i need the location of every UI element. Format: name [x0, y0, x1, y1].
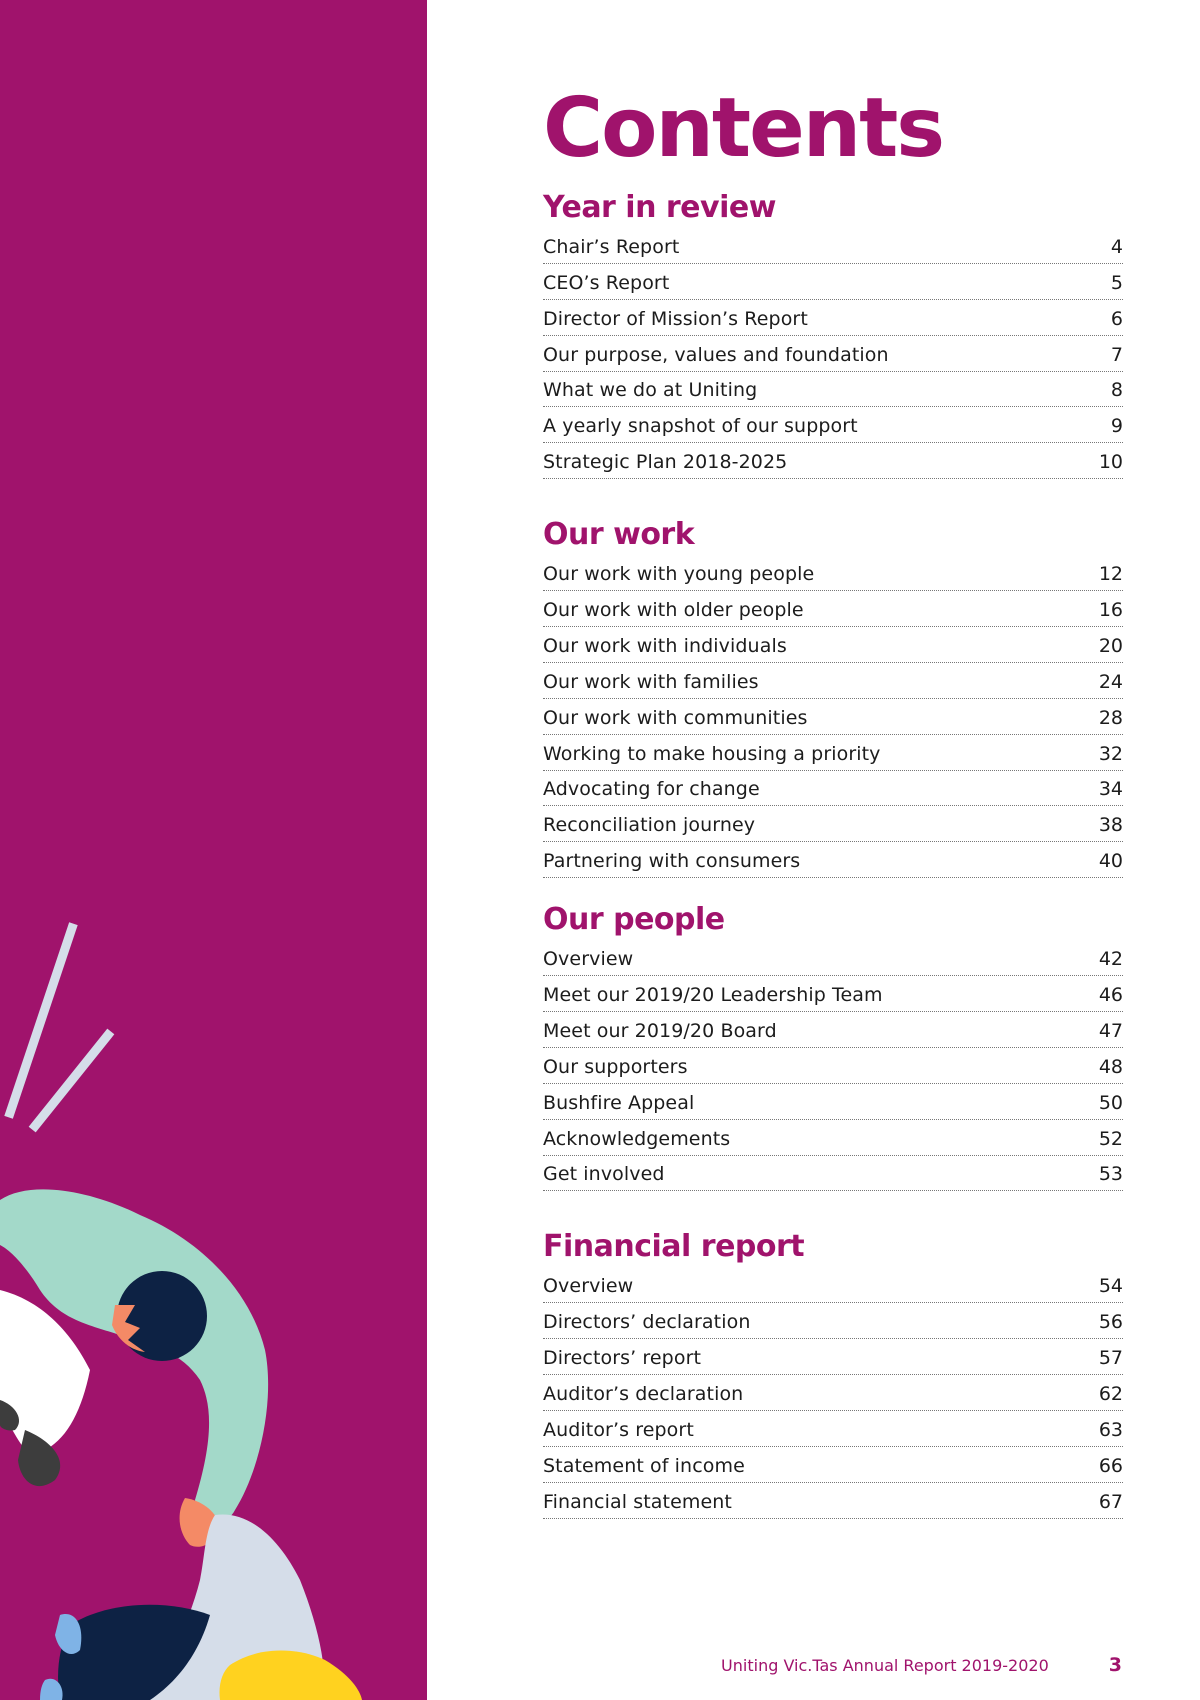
- toc-entry-page: 52: [1098, 1127, 1123, 1150]
- person-head: [117, 1271, 207, 1361]
- toc-entry-title: A yearly snapshot of our support: [543, 415, 858, 438]
- toc-entry-page: 12: [1098, 563, 1123, 586]
- toc-entry[interactable]: [543, 699, 1123, 735]
- toc-entry-page: 5: [1110, 271, 1123, 294]
- toc-entry-page: 10: [1098, 451, 1123, 474]
- toc-section: [543, 900, 1123, 1191]
- toc-entry-page: 47: [1098, 1019, 1123, 1042]
- section-title: Year in review: [543, 190, 776, 225]
- toc-entry-title: Meet our 2019/20 Leadership Team: [543, 984, 883, 1007]
- toc-section: [543, 515, 1123, 878]
- toc-entry-page: 53: [1098, 1163, 1123, 1186]
- page-title: Contents: [543, 81, 944, 176]
- toc-entry-title: Get involved: [543, 1163, 665, 1186]
- toc-entry[interactable]: [543, 300, 1123, 336]
- sidebar-panel: [0, 0, 427, 1700]
- toc-entry-title: Auditor’s report: [543, 1418, 694, 1441]
- toc-entry-title: Our work with individuals: [543, 634, 787, 657]
- toc-entry[interactable]: [543, 1375, 1123, 1411]
- toc-entry[interactable]: [543, 443, 1123, 479]
- toc-entry-page: 8: [1110, 379, 1123, 402]
- toc-entry-title: Reconciliation journey: [543, 814, 756, 837]
- toc-entry-title: Meet our 2019/20 Board: [543, 1019, 777, 1042]
- toc-entry-title: Directors’ report: [543, 1347, 702, 1370]
- toc-entry-title: Our work with young people: [543, 563, 815, 586]
- motion-line-2: [35, 1035, 108, 1126]
- toc-entry[interactable]: [543, 1339, 1123, 1375]
- toc-entry-title: Auditor’s declaration: [543, 1383, 744, 1406]
- toc-entry[interactable]: [543, 976, 1123, 1012]
- toc-entry-page: 42: [1098, 948, 1123, 971]
- toc-entry-title: CEO’s Report: [543, 271, 670, 294]
- toc-entry-page: 24: [1098, 670, 1123, 693]
- toc-entry[interactable]: [543, 555, 1123, 591]
- toc-entry-title: Strategic Plan 2018-2025: [543, 451, 788, 474]
- toc-section: [543, 188, 1123, 479]
- footer-page-number: 3: [1108, 1654, 1122, 1676]
- page-footer: [721, 1654, 1122, 1676]
- toc-entry-page: 56: [1098, 1311, 1123, 1334]
- person2-shoe: [55, 1614, 81, 1654]
- toc-entry-page: 9: [1110, 415, 1123, 438]
- toc-entry[interactable]: [543, 336, 1123, 372]
- toc-entry-title: Our purpose, values and foundation: [543, 343, 889, 366]
- toc-entry-title: Overview: [543, 948, 634, 971]
- toc-entry[interactable]: [543, 228, 1123, 264]
- toc-entry[interactable]: [543, 372, 1123, 408]
- toc-entry-page: 38: [1098, 814, 1123, 837]
- toc-entry-title: Chair’s Report: [543, 235, 680, 258]
- toc-entry[interactable]: [543, 264, 1123, 300]
- toc-entry[interactable]: [543, 842, 1123, 878]
- toc-entry-title: Working to make housing a priority: [543, 742, 881, 765]
- toc-sections: [543, 188, 1123, 1519]
- toc-entry[interactable]: [543, 1267, 1123, 1303]
- toc-entry-page: 4: [1110, 235, 1123, 258]
- toc-entry-page: 40: [1098, 850, 1123, 873]
- toc-entry[interactable]: [543, 940, 1123, 976]
- toc-entry-title: Our work with older people: [543, 599, 804, 622]
- toc-entry-page: 7: [1110, 343, 1123, 366]
- toc-entry[interactable]: [543, 1411, 1123, 1447]
- toc-entry[interactable]: [543, 1120, 1123, 1156]
- toc-entry-title: Acknowledgements: [543, 1127, 731, 1150]
- toc-entry[interactable]: [543, 1048, 1123, 1084]
- toc-entry[interactable]: [543, 663, 1123, 699]
- toc-entry-title: Director of Mission’s Report: [543, 307, 808, 330]
- toc-entry-page: 62: [1098, 1383, 1123, 1406]
- toc-entry-page: 28: [1098, 706, 1123, 729]
- toc-entry[interactable]: [543, 806, 1123, 842]
- toc-entry-page: 32: [1098, 742, 1123, 765]
- toc-entry-page: 67: [1098, 1490, 1123, 1513]
- toc-entry-page: 16: [1098, 599, 1123, 622]
- toc-entry-title: Advocating for change: [543, 778, 760, 801]
- toc-entry[interactable]: [543, 1447, 1123, 1483]
- toc-entry[interactable]: [543, 735, 1123, 771]
- toc-entry[interactable]: [543, 591, 1123, 627]
- toc-entry-page: 63: [1098, 1418, 1123, 1441]
- toc-entry-title: Directors’ declaration: [543, 1311, 751, 1334]
- toc-entry[interactable]: [543, 1303, 1123, 1339]
- toc-entry[interactable]: [543, 407, 1123, 443]
- toc-section: [543, 1227, 1123, 1518]
- toc-entry-page: 6: [1110, 307, 1123, 330]
- toc-entry[interactable]: [543, 1084, 1123, 1120]
- toc-entry-page: 34: [1098, 778, 1123, 801]
- people-illustration: [0, 0, 427, 1700]
- contents-column: [543, 81, 1123, 1519]
- toc-entry[interactable]: [543, 627, 1123, 663]
- toc-entry-title: Bushfire Appeal: [543, 1091, 695, 1114]
- section-title: Our people: [543, 902, 725, 938]
- footer-publication: Uniting Vic.Tas Annual Report 2019-2020: [721, 1656, 1049, 1675]
- toc-entry[interactable]: [543, 1483, 1123, 1519]
- toc-entry-title: Partnering with consumers: [543, 850, 801, 873]
- toc-entry-page: 66: [1098, 1454, 1123, 1477]
- toc-entry-title: Our supporters: [543, 1055, 688, 1078]
- section-title: Financial report: [543, 1229, 805, 1265]
- toc-entry-page: 50: [1098, 1091, 1123, 1114]
- toc-entry-page: 57: [1098, 1347, 1123, 1370]
- toc-entry-page: 54: [1098, 1275, 1123, 1298]
- toc-entry[interactable]: [543, 1156, 1123, 1192]
- toc-entry[interactable]: [543, 1012, 1123, 1048]
- section-title: Our work: [543, 517, 695, 553]
- toc-entry-title: What we do at Uniting: [543, 379, 758, 402]
- toc-entry-title: Our work with families: [543, 670, 759, 693]
- toc-entry-page: 48: [1098, 1055, 1123, 1078]
- toc-entry[interactable]: [543, 771, 1123, 807]
- toc-entry-title: Statement of income: [543, 1454, 745, 1477]
- toc-entry-page: 20: [1098, 634, 1123, 657]
- toc-entry-page: 46: [1098, 984, 1123, 1007]
- toc-entry-title: Financial statement: [543, 1490, 732, 1513]
- toc-entry-title: Our work with communities: [543, 706, 808, 729]
- toc-entry-title: Overview: [543, 1275, 634, 1298]
